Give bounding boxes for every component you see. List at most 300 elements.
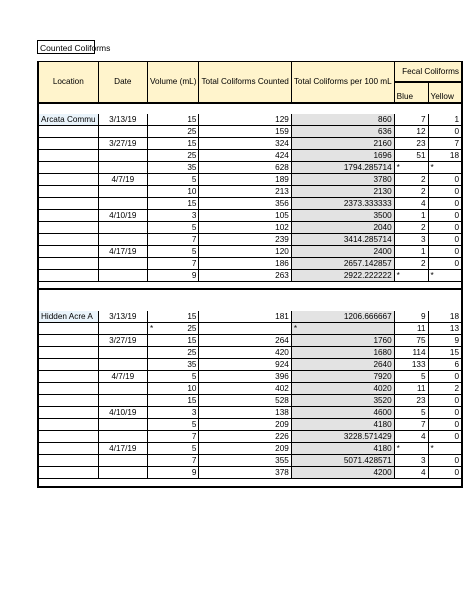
volume-value: 3 [191, 210, 197, 220]
cell-location[interactable]: Arcata Commu [38, 114, 98, 126]
yellow-value: 0 [454, 258, 459, 268]
sheet-title[interactable]: Counted Coliforms [37, 40, 95, 54]
blue-value: 2 [420, 174, 426, 184]
cell-total-counted[interactable]: 186 [199, 257, 291, 269]
cell-total-counted[interactable]: 628 [199, 161, 291, 173]
cell-total-per-100[interactable] [291, 359, 394, 371]
cell-date[interactable]: 3/13/19 [98, 114, 147, 126]
cell-location[interactable] [38, 359, 98, 371]
cell-blue[interactable] [394, 185, 428, 197]
cell-yellow[interactable] [428, 269, 462, 281]
cell-total-per-100[interactable] [291, 197, 394, 209]
per100-value: 4180 [373, 420, 392, 429]
cell-volume[interactable] [148, 323, 199, 335]
cell-location[interactable] [38, 257, 98, 269]
cell-volume[interactable] [148, 197, 199, 209]
cell-yellow[interactable] [428, 311, 462, 323]
cell-date[interactable]: 3/27/19 [98, 137, 147, 149]
cell-blue[interactable] [394, 395, 428, 407]
cell-volume[interactable] [148, 149, 199, 161]
cell-blue[interactable] [394, 269, 428, 281]
cell-total-per-100[interactable] [291, 407, 394, 419]
cell-blue[interactable] [394, 173, 428, 185]
cell-total-per-100[interactable] [291, 311, 394, 323]
cell-total-per-100[interactable] [291, 323, 394, 335]
blue-value: 114 [412, 348, 426, 357]
cell-yellow[interactable] [428, 383, 462, 395]
cell-blue[interactable] [394, 347, 428, 359]
cell-location[interactable]: Hidden Acre A [38, 311, 98, 323]
header-blue[interactable]: Blue [394, 82, 428, 103]
cell-yellow[interactable] [428, 323, 462, 335]
per100-value: 4600 [373, 408, 392, 417]
cell-yellow[interactable] [428, 419, 462, 431]
cell-total-per-100[interactable] [291, 395, 394, 407]
per100-value: 1696 [373, 150, 392, 160]
blue-value: 2 [420, 222, 426, 232]
volume-value: 7 [191, 456, 197, 465]
cell-total-per-100[interactable] [291, 114, 394, 126]
per100-value: 2922.222222 [343, 270, 392, 280]
volume-value: 5 [191, 174, 197, 184]
cell-location[interactable] [38, 467, 98, 479]
cell-blue[interactable] [394, 114, 428, 126]
per100-value: 1206.666667 [343, 312, 392, 321]
yellow-value: 0 [454, 456, 459, 465]
cell-blue[interactable] [394, 407, 428, 419]
cell-volume[interactable] [148, 335, 199, 347]
table-row [38, 221, 462, 233]
volume-value: 10 [187, 186, 197, 196]
yellow-value: 0 [454, 234, 459, 244]
cell-total-counted[interactable]: 213 [199, 185, 291, 197]
cell-date[interactable]: 4/17/19 [98, 443, 147, 455]
cell-blue[interactable] [394, 245, 428, 257]
cell-total-per-100[interactable] [291, 269, 394, 281]
cell-total-counted[interactable]: 159 [199, 125, 291, 137]
blue-value: 3 [420, 456, 426, 465]
table-row [38, 125, 462, 137]
cell-blue[interactable] [394, 383, 428, 395]
per100-value: 2160 [373, 138, 392, 148]
volume-value: 15 [187, 312, 197, 321]
cell-date[interactable] [98, 161, 147, 173]
table-row [38, 407, 462, 419]
cell-volume[interactable] [148, 455, 199, 467]
cell-total-counted[interactable]: 420 [199, 347, 291, 359]
yellow-value: 15 [449, 348, 459, 357]
cell-yellow[interactable] [428, 149, 462, 161]
cell-total-per-100[interactable] [291, 149, 394, 161]
cell-total-per-100[interactable] [291, 467, 394, 479]
cell-blue[interactable] [394, 335, 428, 347]
yellow-value: 0 [454, 372, 459, 381]
cell-location[interactable] [38, 233, 98, 245]
cell-date[interactable] [98, 467, 147, 479]
cell-blue[interactable] [394, 443, 428, 455]
cell-total-per-100[interactable] [291, 173, 394, 185]
per100-value: 5071.428571 [343, 456, 392, 465]
cell-yellow[interactable] [428, 125, 462, 137]
cell-location[interactable] [38, 173, 98, 185]
cell-yellow[interactable] [428, 114, 462, 126]
cell-yellow[interactable] [428, 407, 462, 419]
cell-yellow[interactable] [428, 443, 462, 455]
cell-volume[interactable] [148, 233, 199, 245]
cell-blue[interactable] [394, 419, 428, 431]
cell-volume[interactable] [148, 467, 199, 479]
cell-yellow[interactable] [428, 257, 462, 269]
cell-yellow[interactable] [428, 233, 462, 245]
cell-date[interactable]: 3/27/19 [98, 335, 147, 347]
yellow-value: 6 [454, 360, 459, 369]
cell-total-counted[interactable]: 424 [199, 149, 291, 161]
volume-value: 5 [191, 420, 197, 429]
yellow-value: 0 [454, 126, 459, 136]
flag-asterisk: * [430, 444, 434, 453]
cell-location[interactable] [38, 335, 98, 347]
spacer-row [38, 103, 462, 114]
cell-date[interactable] [98, 257, 147, 269]
cell-blue[interactable] [394, 161, 428, 173]
cell-total-per-100[interactable] [291, 209, 394, 221]
cell-blue[interactable] [394, 467, 428, 479]
cell-location[interactable] [38, 371, 98, 383]
blue-value: 11 [417, 384, 426, 393]
per100-value: 7920 [373, 372, 392, 381]
cell-total-counted[interactable]: 528 [199, 395, 291, 407]
blue-value: 23 [416, 396, 426, 405]
cell-total-per-100[interactable] [291, 419, 394, 431]
cell-volume[interactable] [148, 443, 199, 455]
cell-yellow[interactable] [428, 221, 462, 233]
table-row [38, 185, 462, 197]
cell-date[interactable]: 3/13/19 [98, 311, 147, 323]
cell-total-per-100[interactable] [291, 335, 394, 347]
cell-yellow[interactable] [428, 173, 462, 185]
table-row [38, 311, 462, 323]
cell-volume[interactable] [148, 114, 199, 126]
cell-location[interactable] [38, 209, 98, 221]
cell-blue[interactable] [394, 125, 428, 137]
per100-value: 3414.285714 [343, 234, 392, 244]
cell-blue[interactable] [394, 323, 428, 335]
header-volume[interactable]: Volume (mL) [148, 62, 199, 103]
per100-value: 4020 [373, 384, 392, 393]
yellow-value: 0 [454, 246, 459, 256]
volume-value: 9 [191, 468, 197, 477]
flag-asterisk: * [430, 162, 434, 172]
table-row [38, 173, 462, 185]
cell-location[interactable] [38, 395, 98, 407]
cell-location[interactable] [38, 431, 98, 443]
blue-value: 3 [420, 234, 426, 244]
cell-location[interactable] [38, 161, 98, 173]
cell-location[interactable] [38, 383, 98, 395]
section-end-cell [38, 281, 462, 289]
volume-value: 15 [187, 114, 197, 124]
per100-value: 860 [378, 114, 392, 124]
per100-value: 2400 [373, 246, 392, 256]
yellow-value: 18 [449, 150, 459, 160]
cell-date[interactable] [98, 185, 147, 197]
cell-yellow[interactable] [428, 395, 462, 407]
cell-location[interactable] [38, 419, 98, 431]
cell-date[interactable] [98, 431, 147, 443]
cell-total-counted[interactable]: 181 [199, 311, 291, 323]
per100-value: 4200 [373, 468, 392, 477]
cell-total-counted[interactable]: 239 [199, 233, 291, 245]
cell-yellow[interactable] [428, 137, 462, 149]
cell-blue[interactable] [394, 137, 428, 149]
cell-volume[interactable] [148, 431, 199, 443]
cell-volume[interactable] [148, 407, 199, 419]
flag-asterisk: * [396, 162, 400, 172]
cell-date[interactable] [98, 455, 147, 467]
table-row [38, 245, 462, 257]
cell-total-counted[interactable]: 378 [199, 467, 291, 479]
cell-date[interactable] [98, 359, 147, 371]
cell-location[interactable] [38, 221, 98, 233]
cell-total-counted[interactable]: 263 [199, 269, 291, 281]
cell-blue[interactable] [394, 149, 428, 161]
yellow-value: 18 [449, 312, 459, 321]
cell-location[interactable] [38, 323, 98, 335]
volume-value: 15 [187, 396, 197, 405]
table-row [38, 419, 462, 431]
cell-total-per-100[interactable] [291, 455, 394, 467]
cell-date[interactable] [98, 323, 147, 335]
cell-total-per-100[interactable] [291, 233, 394, 245]
cell-total-per-100[interactable] [291, 347, 394, 359]
cell-location[interactable] [38, 125, 98, 137]
table-row [38, 209, 462, 221]
section-end-row [38, 479, 462, 487]
cell-date[interactable]: 4/17/19 [98, 245, 147, 257]
cell-date[interactable] [98, 419, 147, 431]
cell-total-per-100[interactable] [291, 443, 394, 455]
cell-date[interactable] [98, 233, 147, 245]
yellow-value: 0 [454, 186, 459, 196]
cell-blue[interactable] [394, 257, 428, 269]
cell-yellow[interactable] [428, 209, 462, 221]
blue-value: 2 [420, 258, 426, 268]
cell-location[interactable] [38, 269, 98, 281]
table-row [38, 161, 462, 173]
yellow-value: 9 [454, 336, 459, 345]
cell-blue[interactable] [394, 197, 428, 209]
spacer-cell [38, 289, 462, 311]
volume-value: 10 [187, 384, 197, 393]
cell-date[interactable]: 4/10/19 [98, 209, 147, 221]
header-total-counted[interactable]: Total Coliforms Counted [199, 62, 291, 103]
blue-value: 12 [416, 126, 426, 136]
cell-blue[interactable] [394, 359, 428, 371]
yellow-value: 0 [454, 432, 459, 441]
cell-blue[interactable] [394, 221, 428, 233]
header-location[interactable]: Location [38, 62, 98, 103]
table-row [38, 323, 462, 335]
cell-volume[interactable] [148, 137, 199, 149]
cell-total-counted[interactable]: 129 [199, 114, 291, 126]
cell-date[interactable] [98, 149, 147, 161]
blue-value: 5 [420, 372, 426, 381]
cell-location[interactable] [38, 197, 98, 209]
cell-location[interactable] [38, 347, 98, 359]
cell-yellow[interactable] [428, 185, 462, 197]
cell-date[interactable]: 4/7/19 [98, 371, 147, 383]
cell-yellow[interactable] [428, 467, 462, 479]
per100-value: 2640 [373, 360, 392, 369]
cell-total-counted[interactable]: 105 [199, 209, 291, 221]
cell-volume[interactable] [148, 359, 199, 371]
per100-value: 2130 [373, 186, 392, 196]
cell-volume[interactable] [148, 269, 199, 281]
header-total-per-100[interactable]: Total Coliforms per 100 mL [291, 62, 394, 103]
yellow-value: 0 [454, 396, 459, 405]
cell-total-counted[interactable] [199, 323, 291, 335]
cell-volume[interactable] [148, 173, 199, 185]
section-end-row [38, 281, 462, 289]
cell-location[interactable] [38, 245, 98, 257]
cell-location[interactable] [38, 455, 98, 467]
per100-value: 1680 [373, 348, 392, 357]
cell-date[interactable] [98, 269, 147, 281]
spacer-row [38, 289, 462, 311]
cell-total-per-100[interactable] [291, 125, 394, 137]
cell-date[interactable]: 4/7/19 [98, 173, 147, 185]
volume-value: 5 [191, 222, 197, 232]
cell-total-per-100[interactable] [291, 221, 394, 233]
cell-volume[interactable] [148, 209, 199, 221]
per100-value: 2657.142857 [343, 258, 392, 268]
cell-total-per-100[interactable] [291, 161, 394, 173]
cell-blue[interactable] [394, 233, 428, 245]
yellow-value: 0 [454, 198, 459, 208]
cell-total-counted[interactable]: 396 [199, 371, 291, 383]
cell-location[interactable] [38, 407, 98, 419]
cell-total-per-100[interactable] [291, 245, 394, 257]
cell-date[interactable] [98, 395, 147, 407]
cell-yellow[interactable] [428, 359, 462, 371]
cell-date[interactable]: 4/10/19 [98, 407, 147, 419]
cell-volume[interactable] [148, 347, 199, 359]
cell-volume[interactable] [148, 257, 199, 269]
blue-value: 51 [416, 150, 426, 160]
cell-yellow[interactable] [428, 347, 462, 359]
cell-total-counted[interactable]: 138 [199, 407, 291, 419]
cell-total-counted[interactable]: 264 [199, 335, 291, 347]
cell-date[interactable] [98, 197, 147, 209]
cell-total-counted[interactable]: 226 [199, 431, 291, 443]
cell-volume[interactable] [148, 125, 199, 137]
cell-location[interactable] [38, 443, 98, 455]
cell-total-counted[interactable]: 356 [199, 197, 291, 209]
cell-total-counted[interactable]: 355 [199, 455, 291, 467]
table-row [38, 347, 462, 359]
cell-total-counted[interactable]: 120 [199, 245, 291, 257]
cell-blue[interactable] [394, 455, 428, 467]
cell-total-per-100[interactable] [291, 383, 394, 395]
flag-asterisk: * [396, 444, 400, 453]
section-end-cell [38, 479, 462, 487]
cell-total-per-100[interactable] [291, 185, 394, 197]
cell-location[interactable] [38, 137, 98, 149]
cell-yellow[interactable] [428, 245, 462, 257]
cell-date[interactable] [98, 347, 147, 359]
cell-total-counted[interactable]: 324 [199, 137, 291, 149]
cell-total-counted[interactable]: 189 [199, 173, 291, 185]
cell-total-counted[interactable]: 924 [199, 359, 291, 371]
cell-blue[interactable] [394, 311, 428, 323]
cell-yellow[interactable] [428, 371, 462, 383]
cell-total-per-100[interactable] [291, 371, 394, 383]
blue-value: 75 [416, 336, 426, 345]
blue-value: 23 [416, 138, 426, 148]
cell-volume[interactable] [148, 185, 199, 197]
flag-asterisk: * [430, 270, 434, 280]
yellow-value: 13 [449, 324, 459, 333]
cell-total-counted[interactable]: 209 [199, 443, 291, 455]
cell-location[interactable] [38, 185, 98, 197]
cell-blue[interactable] [394, 209, 428, 221]
blue-value: 9 [420, 312, 426, 321]
cell-total-counted[interactable]: 209 [199, 419, 291, 431]
cell-yellow[interactable] [428, 161, 462, 173]
cell-yellow[interactable] [428, 335, 462, 347]
cell-volume[interactable] [148, 419, 199, 431]
volume-value: 3 [191, 408, 197, 417]
cell-volume[interactable] [148, 161, 199, 173]
spacer-cell [38, 103, 462, 114]
header-yellow[interactable]: Yellow [428, 82, 462, 103]
cell-total-per-100[interactable] [291, 257, 394, 269]
cell-volume[interactable] [148, 245, 199, 257]
cell-date[interactable] [98, 383, 147, 395]
cell-volume[interactable] [148, 221, 199, 233]
cell-total-counted[interactable]: 102 [199, 221, 291, 233]
per100-value: 2040 [373, 222, 392, 232]
cell-blue[interactable] [394, 431, 428, 443]
cell-yellow[interactable] [428, 431, 462, 443]
cell-volume[interactable] [148, 395, 199, 407]
cell-yellow[interactable] [428, 455, 462, 467]
blue-value: 2 [420, 186, 426, 196]
blue-value: 133 [411, 360, 426, 369]
table-row [38, 431, 462, 443]
table-row [38, 383, 462, 395]
per100-value: 3520 [373, 396, 392, 405]
cell-location[interactable] [38, 149, 98, 161]
header-fecal[interactable]: Fecal Coliforms [394, 62, 462, 82]
cell-date[interactable] [98, 125, 147, 137]
cell-volume[interactable] [148, 311, 199, 323]
volume-value: 7 [191, 258, 197, 268]
table-row [38, 257, 462, 269]
cell-volume[interactable] [148, 383, 199, 395]
table-row [38, 455, 462, 467]
cell-total-per-100[interactable] [291, 137, 394, 149]
cell-total-per-100[interactable] [291, 431, 394, 443]
cell-blue[interactable] [394, 371, 428, 383]
cell-yellow[interactable] [428, 197, 462, 209]
volume-value: 5 [191, 246, 197, 256]
cell-date[interactable] [98, 221, 147, 233]
table-row [38, 197, 462, 209]
cell-total-counted[interactable]: 402 [199, 383, 291, 395]
cell-volume[interactable] [148, 371, 199, 383]
header-date[interactable]: Date [98, 62, 147, 103]
